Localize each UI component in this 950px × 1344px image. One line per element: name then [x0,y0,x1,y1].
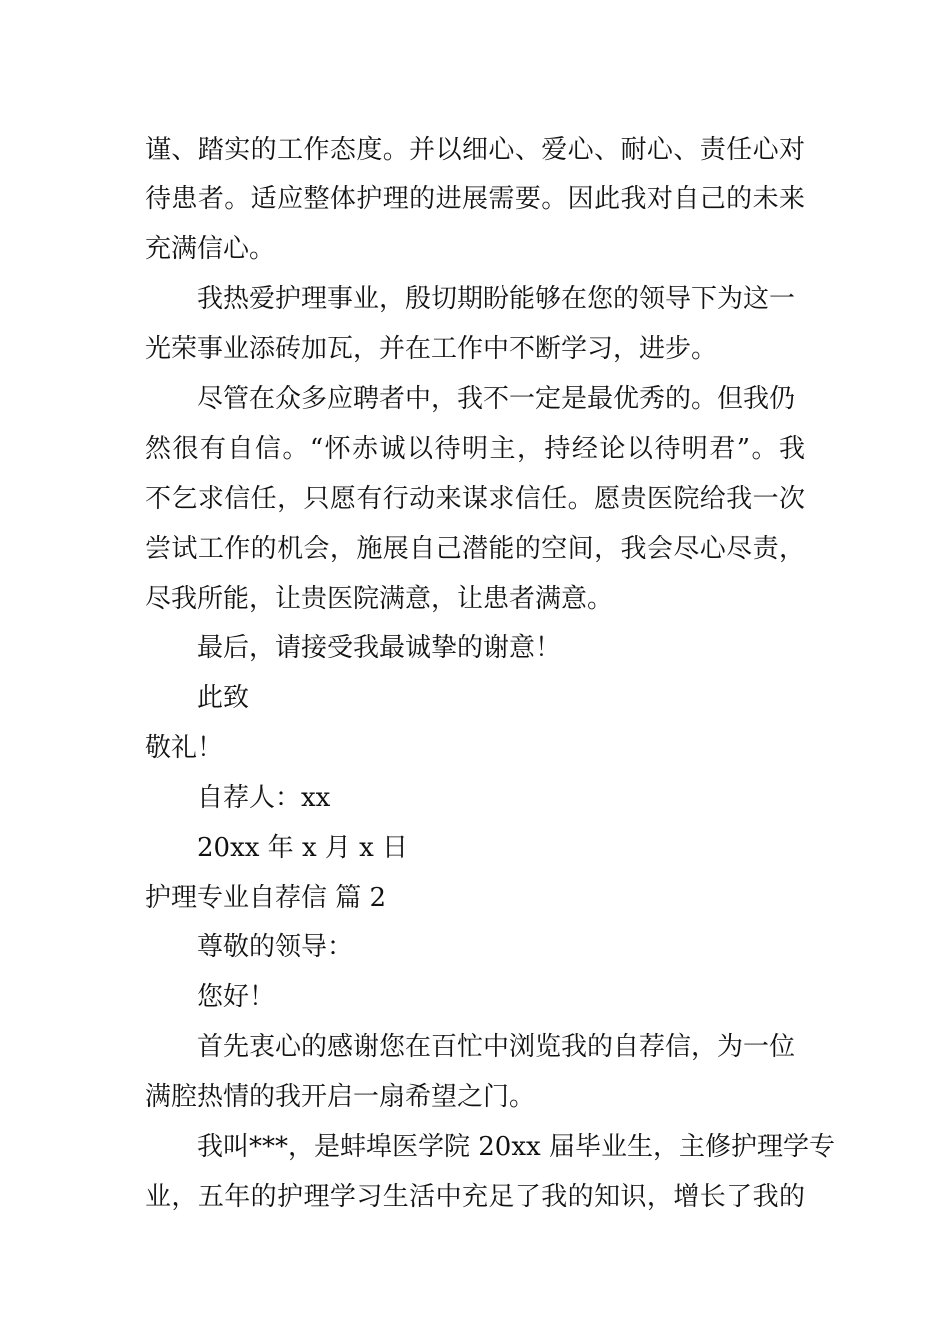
paragraph-first-line: 首先衷心的感谢您在百忙中浏览我的自荐信，为一位 [197,1032,796,1062]
text-line: 尽我所能，让贵医院满意，让患者满意。 [145,584,614,614]
text-line: 满腔热情的我开启一扇希望之门。 [145,1082,536,1112]
text-line: 然很有自信。“怀赤诚以待明主，持经论以待明君”。我 [145,434,805,464]
text-line: 待患者。适应整体护理的进展需要。因此我对自己的未来 [145,184,805,214]
section-title: 护理专业自荐信 篇 2 [145,883,387,913]
greeting-recipient: 尊敬的领导： [197,932,354,962]
text-line: 业，五年的护理学习生活中充足了我的知识，增长了我的 [145,1182,805,1212]
closing-respect: 敬礼！ [145,733,224,763]
closing-thanks: 最后，请接受我最诚挚的谢意！ [197,633,562,663]
closing-salutation: 此致 [197,683,250,713]
signature-name: 自荐人：xx [197,783,331,813]
paragraph-first-line: 尽管在众多应聘者中，我不一定是最优秀的。但我仍 [197,384,796,414]
text-line: 尝试工作的机会，施展自己潜能的空间，我会尽心尽责， [145,534,805,564]
greeting-hello: 您好！ [197,982,276,1012]
paragraph-first-line: 我热爱护理事业，殷切期盼能够在您的领导下为这一 [197,284,796,314]
signature-date: 20xx 年 x 月 x 日 [197,833,409,863]
text-line: 光荣事业添砖加瓦，并在工作中不断学习，进步。 [145,334,718,364]
text-line: 不乞求信任，只愿有行动来谋求信任。愿贵医院给我一次 [145,484,805,514]
paragraph-first-line: 我叫***，是蚌埠医学院 20xx 届毕业生，主修护理学专 [197,1132,835,1162]
text-line: 谨、踏实的工作态度。并以细心、爱心、耐心、责任心对 [145,135,805,165]
text-line: 充满信心。 [145,234,276,264]
